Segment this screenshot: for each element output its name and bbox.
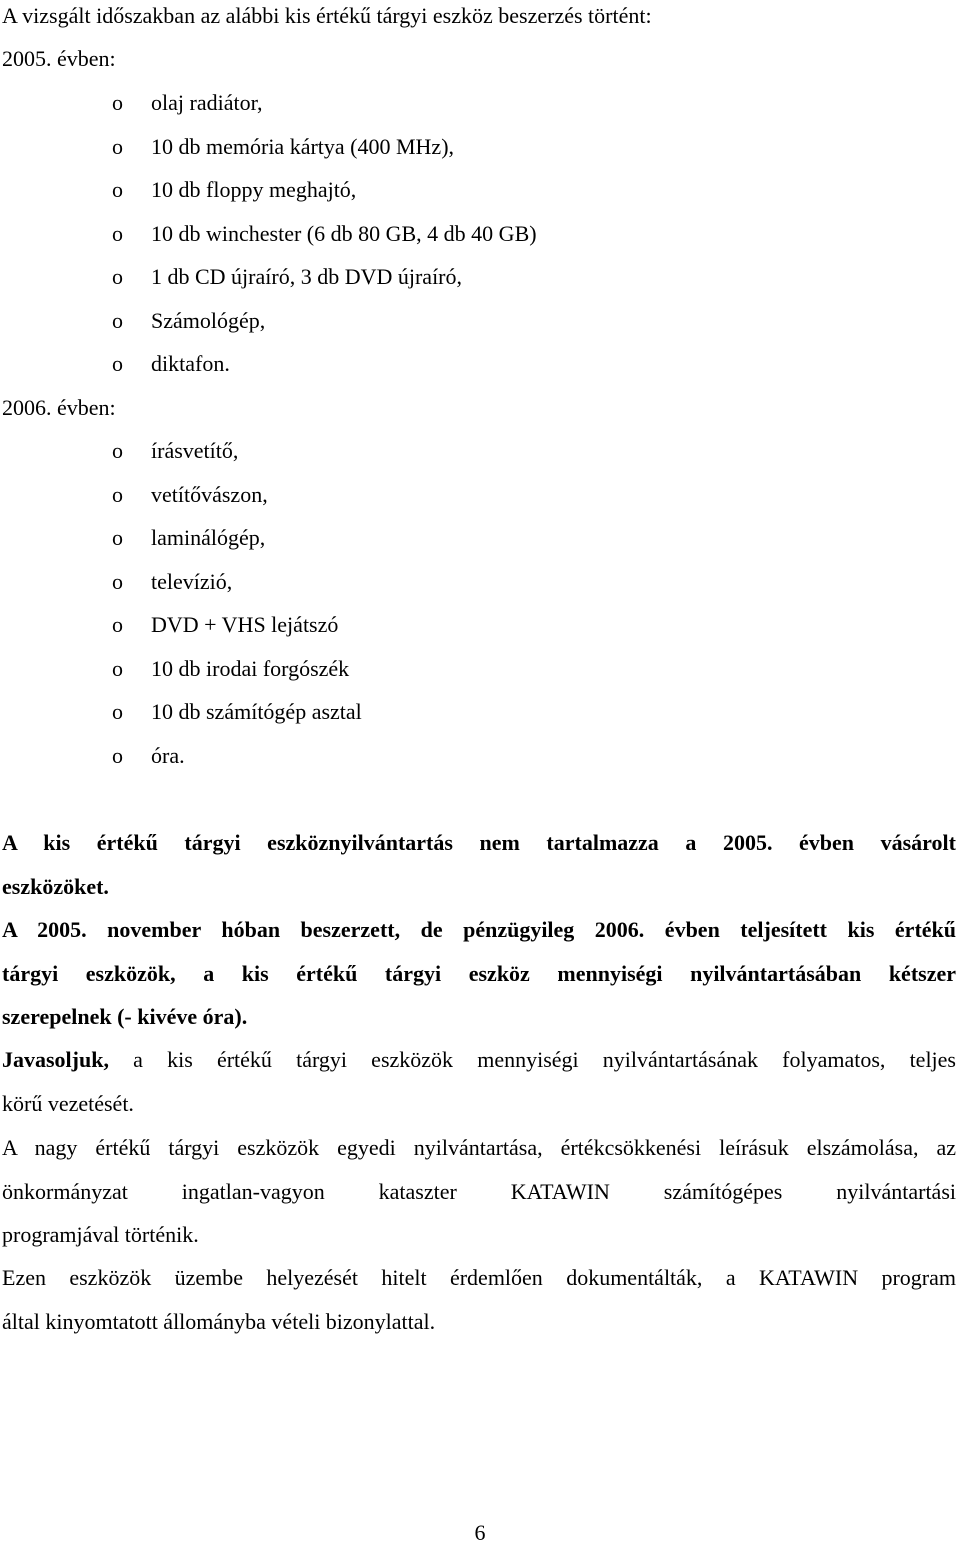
paragraph-line: önkormányzat ingatlan-vagyon kataszter KATAWIN számítógépes nyilvántartási bbox=[2, 1178, 956, 1204]
paragraph-line: A kis értékű tárgyi eszköznyilvántartás nem tartalmazza a 2005. évben vásárolt bbox=[2, 830, 956, 855]
page-number: 6 bbox=[474, 1520, 486, 1545]
intro-text: A vizsgált időszakban az alábbi kis értékű tárgyi eszköz beszerzés történt: bbox=[2, 3, 652, 28]
bullet-icon: o bbox=[112, 90, 123, 115]
paragraph-line: által kinyomtatott állományba vételi bizonylattal. bbox=[2, 1308, 436, 1334]
fixed-assets-paragraph bbox=[2, 1135, 956, 1266]
paragraph-line: Javasoljuk, a kis értékű tárgyi eszközök mennyiségi nyilvántartásának folyamatos, teljes bbox=[2, 1047, 956, 1072]
bullet-icon: o bbox=[112, 177, 123, 202]
paragraph-line: eszközöket. bbox=[2, 873, 109, 899]
bullet-icon: o bbox=[112, 481, 123, 507]
bullet-icon: o bbox=[112, 438, 123, 463]
bullet-icon: o bbox=[112, 220, 123, 246]
bullet-icon: o bbox=[112, 351, 123, 376]
recommendation-paragraph bbox=[2, 1047, 956, 1134]
bullet-icon: o bbox=[112, 655, 123, 681]
documentation-paragraph bbox=[2, 1265, 956, 1352]
year-2005-heading: 2005. évben: bbox=[2, 46, 116, 71]
year-2006-heading: 2006. évben: bbox=[2, 395, 116, 420]
paragraph-line: szerepelnek (- kivéve óra). bbox=[2, 1004, 248, 1029]
recommendation-keyword: Javasoljuk, bbox=[2, 1047, 109, 1072]
paragraph-line: Ezen eszközök üzembe helyezését hitelt érdemlően dokumentálták, a KATAWIN program bbox=[2, 1265, 956, 1290]
paragraph-line: A 2005. november hóban beszerzett, de pénzügyileg 2006. évben teljesített kis értékű bbox=[2, 917, 956, 942]
bullet-icon: o bbox=[112, 742, 123, 768]
bullet-icon: o bbox=[112, 133, 123, 159]
paragraph-line: programjával történik. bbox=[2, 1222, 199, 1247]
paragraph-line: körű vezetését. bbox=[2, 1090, 134, 1116]
finding-paragraph-1 bbox=[2, 830, 956, 917]
bullet-icon: o bbox=[112, 525, 123, 550]
paragraph-line: tárgyi eszközök, a kis értékű tárgyi eszköz mennyiségi nyilvántartásában kétszer bbox=[2, 960, 956, 986]
bullet-icon: o bbox=[112, 264, 123, 289]
finding-paragraph-2 bbox=[2, 917, 956, 1048]
bullet-icon: o bbox=[112, 612, 123, 637]
bullet-icon: o bbox=[112, 307, 123, 333]
bullet-icon: o bbox=[112, 568, 123, 594]
bullet-icon: o bbox=[112, 699, 123, 724]
paragraph-line: A nagy értékű tárgyi eszközök egyedi nyilvántartása, értékcsökkenési leírásuk elszámolása, az bbox=[2, 1135, 956, 1160]
